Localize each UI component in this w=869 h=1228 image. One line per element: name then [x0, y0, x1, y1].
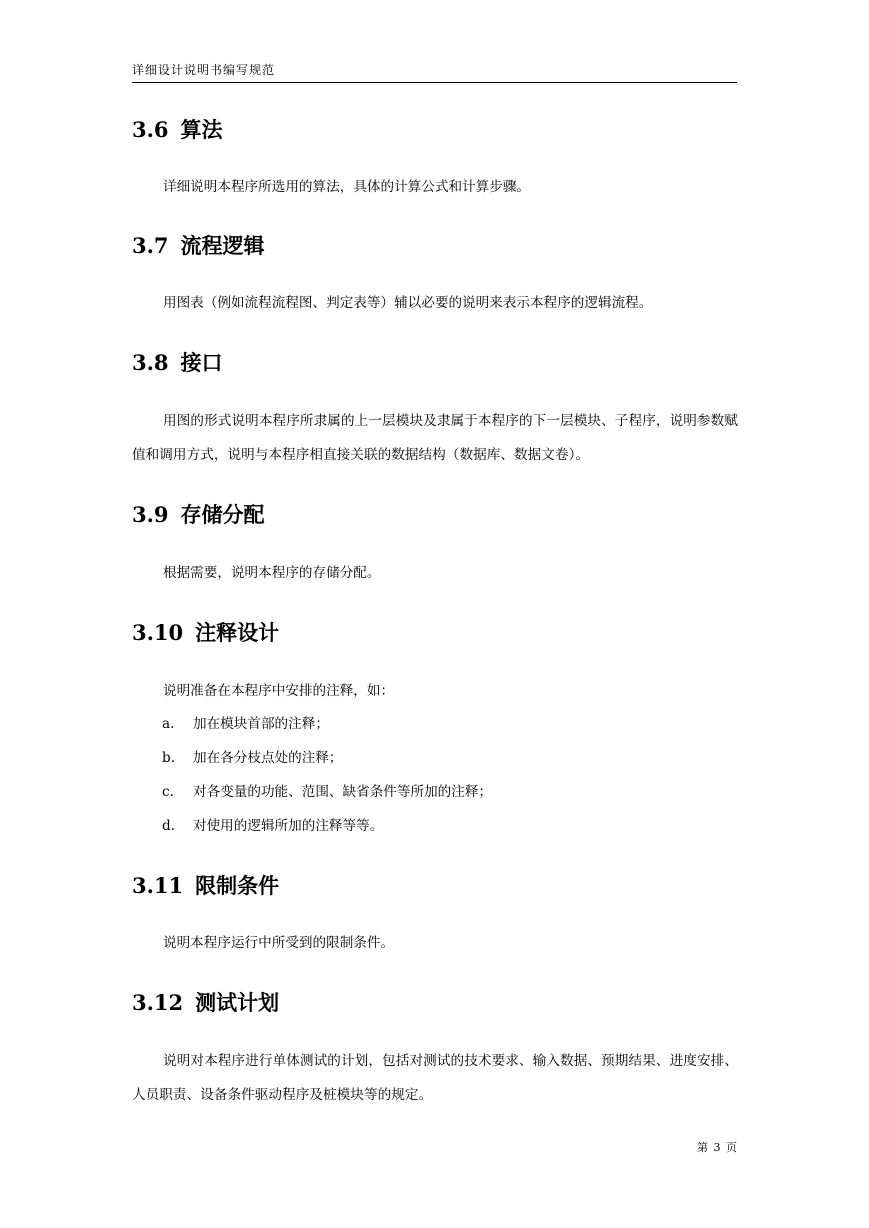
section-title: 接口 [180, 350, 223, 375]
section-heading-3-12 [132, 990, 279, 1016]
section-title: 存储分配 [180, 502, 265, 527]
page-number: 第 3 页 [697, 1141, 738, 1154]
section-heading-3-7 [132, 233, 265, 259]
section-paragraph-3-11: 说明本程序运行中所受到的限制条件。 [163, 935, 395, 951]
section-number: 3.10 [132, 620, 184, 645]
section-number: 3.7 [132, 233, 169, 258]
section-number: 3.9 [132, 502, 169, 527]
section-paragraph-3-6: 详细说明本程序所选用的算法，具体的计算公式和计算步骤。 [163, 179, 531, 195]
list-marker: a. [162, 716, 175, 732]
section-paragraph-3-10: 说明准备在本程序中安排的注释，如： [163, 683, 395, 699]
section-title: 测试计划 [195, 990, 280, 1015]
list-text: 对各变量的功能、范围、缺省条件等所加的注释； [193, 784, 493, 800]
list-item [162, 748, 343, 768]
section-number: 3.6 [132, 117, 169, 142]
list-marker: d. [162, 818, 176, 834]
list-item [162, 714, 329, 734]
section-paragraph-3-7: 用图表（例如流程流程图、判定表等）辅以必要的说明来表示本程序的逻辑流程。 [163, 295, 653, 311]
list-text: 加在各分枝点处的注释； [193, 750, 343, 766]
list-text: 对使用的逻辑所加的注释等等。 [193, 818, 384, 834]
section-title: 限制条件 [195, 873, 280, 898]
section-paragraph-3-12: 说明对本程序进行单体测试的计划，包括对测试的技术要求、输入数据、预期结果、进度安排、人员职责、设备条件驱动程序及桩模块等的规定。 [132, 1053, 738, 1103]
list-text: 加在模块首部的注释； [193, 716, 329, 732]
section-title: 注释设计 [195, 620, 280, 645]
header-title: 详细设计说明书编写规范 [132, 63, 276, 77]
section-heading-3-9 [132, 502, 265, 528]
page-header [132, 63, 737, 83]
list-marker: b. [162, 750, 176, 766]
section-paragraph-3-8: 用图的形式说明本程序所隶属的上一层模块及隶属于本程序的下一层模块、子程序，说明参数赋值和调用方式，说明与本程序相直接关联的数据结构（数据库、数据文卷）。 [132, 413, 738, 463]
section-heading-3-10 [132, 620, 279, 646]
section-heading-3-6 [132, 117, 223, 143]
section-paragraph-3-9: 根据需要，说明本程序的存储分配。 [163, 565, 381, 581]
section-number: 3.8 [132, 350, 169, 375]
list-item [162, 782, 492, 802]
list-item [162, 816, 383, 836]
section-number: 3.12 [132, 990, 184, 1015]
section-title: 算法 [180, 117, 223, 142]
list-marker: c. [162, 784, 174, 800]
section-heading-3-8 [132, 350, 223, 376]
section-title: 流程逻辑 [180, 233, 265, 258]
section-number: 3.11 [132, 873, 184, 898]
section-heading-3-11 [132, 873, 279, 899]
